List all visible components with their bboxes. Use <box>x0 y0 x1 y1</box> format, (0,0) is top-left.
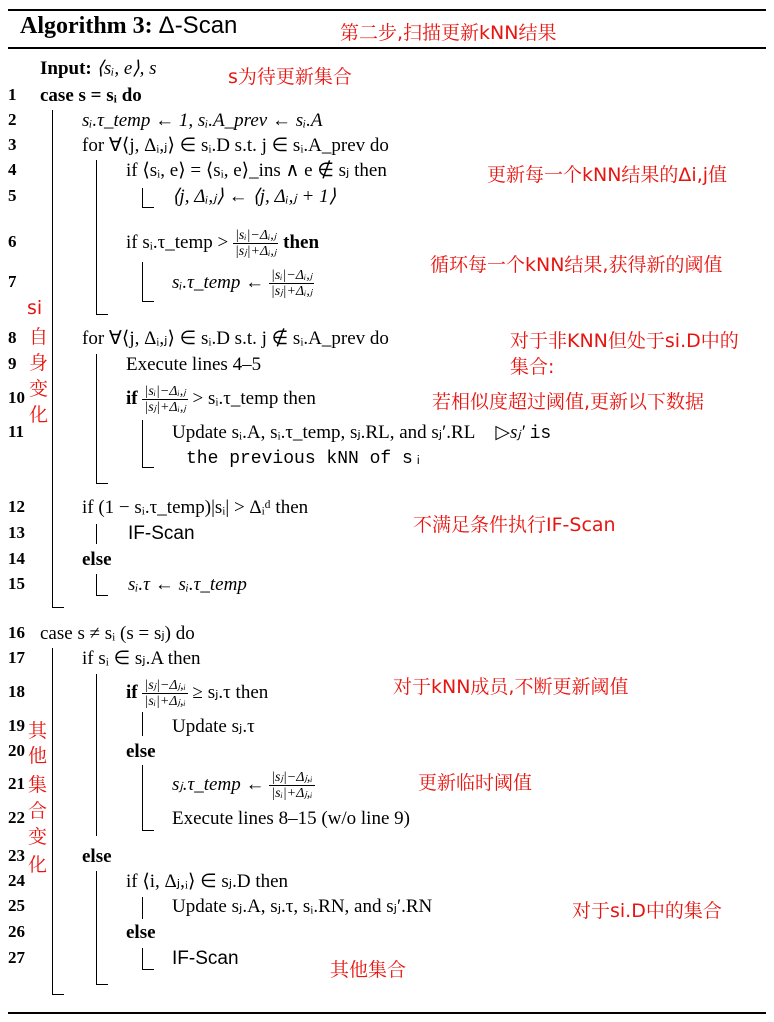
code-line-13: IF-Scan <box>128 523 195 544</box>
code-line-1: case s = sᵢ do <box>40 85 142 106</box>
block-end-if4 <box>142 207 154 208</box>
block-bar-case1 <box>52 110 53 608</box>
code-line-12: if (1 − sᵢ.τ_temp)|sᵢ| > Δᵢᵈ then <box>82 497 309 518</box>
annotation-line8a: 对于非KNN但处于si.D中的 <box>510 330 739 352</box>
line-number: 26 <box>8 922 25 941</box>
fraction-6-num: |sᵢ|−Δᵢ,ⱼ <box>233 228 278 244</box>
side-annotation-other-6: 化 <box>28 854 48 876</box>
block-end-for8 <box>96 483 108 484</box>
fraction-10-den: |sⱼ|+Δᵢ,ⱼ <box>144 400 186 415</box>
input-line <box>40 58 157 80</box>
line-number: 3 <box>8 135 17 154</box>
line-number: 22 <box>8 808 25 827</box>
line-10-if: if <box>126 387 138 409</box>
block-bar-for3 <box>96 160 97 315</box>
code-line-19: Update sⱼ.τ <box>172 716 255 737</box>
annotation-line10: 若相似度超过阈值,更新以下数据 <box>432 391 705 413</box>
fraction-21 <box>269 770 314 801</box>
code-line-8: for ∀⟨j, Δᵢ,ⱼ⟩ ∈ sᵢ.D s.t. j ∉ sᵢ.A_prev do <box>82 328 389 349</box>
line-number: 2 <box>8 110 17 129</box>
line-21-text: sⱼ.τ_temp ← <box>172 773 265 795</box>
fraction-10 <box>142 384 187 415</box>
line-18-if: if <box>126 681 138 703</box>
code-line-5: ⟨j, Δᵢ,ⱼ⟩ ← ⟨j, Δᵢ,ⱼ + 1⟩ <box>172 186 336 207</box>
code-line-15: sᵢ.τ ← sᵢ.τ_temp <box>128 574 247 595</box>
block-end-for3 <box>96 314 108 315</box>
side-annotation-self-5: 化 <box>29 404 49 426</box>
code-line-7 <box>172 268 314 299</box>
block-bar-if4 <box>142 188 143 208</box>
line-number: 13 <box>8 523 25 542</box>
code-line-9: Execute lines 4–5 <box>126 354 262 375</box>
code-line-4: if ⟨sᵢ, e⟩ = ⟨sᵢ, e⟩_ins ∧ e ∉ sⱼ then <box>126 160 387 181</box>
block-bar-if10 <box>142 420 143 468</box>
line-number: 18 <box>8 682 25 701</box>
side-annotation-other-2: 他 <box>28 745 48 767</box>
code-line-11-comment: the previous kNN of sᵢ <box>186 449 424 469</box>
line-18-text: ≥ sⱼ.τ then <box>192 681 269 703</box>
fraction-21-den: |sᵢ|+Δⱼ,ᵢ <box>271 786 313 801</box>
side-annotation-self-3: 身 <box>29 352 49 374</box>
block-end-else20 <box>142 830 154 831</box>
line-number: 17 <box>8 648 25 667</box>
line-10-text: > sᵢ.τ_temp then <box>192 387 316 409</box>
block-bar-if17 <box>96 674 97 836</box>
input-annotation: s为待更新集合 <box>228 66 352 88</box>
side-annotation-other-3: 集 <box>28 774 48 796</box>
code-line-2: sᵢ.τ_temp ← 1, sᵢ.A_prev ← sᵢ.A <box>82 110 323 131</box>
line-number: 16 <box>8 623 25 642</box>
code-line-25: Update sⱼ.A, sⱼ.τ, sᵢ.RN, and sⱼ′.RN <box>172 896 433 917</box>
line-number: 25 <box>8 896 25 915</box>
annotation-line21: 更新临时阈值 <box>418 772 533 794</box>
line-number: 24 <box>8 871 25 890</box>
bottom-rule <box>8 1012 766 1014</box>
block-end-if6 <box>142 301 154 302</box>
algorithm-name: Δ-Scan <box>158 12 238 39</box>
line-number: 12 <box>8 497 25 516</box>
annotation-line12: 不满足条件执行IF-Scan <box>413 514 616 536</box>
fraction-6-den: |sⱼ|+Δᵢ,ⱼ <box>234 244 277 259</box>
fraction-18-den: |sᵢ|+Δⱼ,ᵢ <box>144 694 186 709</box>
annotation-line8b: 集合: <box>510 356 555 378</box>
line-number: 11 <box>8 422 25 441</box>
fraction-10-num: |sᵢ|−Δᵢ,ⱼ <box>142 384 187 400</box>
code-line-27: IF-Scan <box>172 948 239 969</box>
block-bar-else26 <box>142 948 143 970</box>
code-line-26: else <box>126 922 156 943</box>
algorithm-label: Algorithm 3: <box>20 13 153 39</box>
line-number: 14 <box>8 549 25 568</box>
code-line-20: else <box>126 741 156 762</box>
block-bar-else14 <box>96 574 97 596</box>
line-number: 1 <box>8 85 17 104</box>
line-number: 6 <box>8 232 17 251</box>
code-line-17: if sᵢ ∈ sⱼ.A then <box>82 648 201 669</box>
code-line-6 <box>126 228 319 259</box>
annotation-line27: 其他集合 <box>330 959 407 981</box>
side-annotation-other-5: 变 <box>28 826 48 848</box>
side-annotation-self-2: 自 <box>29 326 49 348</box>
code-line-23: else <box>82 846 112 867</box>
block-end-case16 <box>52 994 64 995</box>
annotation-line6: 循环每一个kNN结果,获得新的阈值 <box>430 254 723 276</box>
block-bar-if24 <box>142 897 143 919</box>
top-rule <box>8 9 766 11</box>
code-line-3: for ∀⟨j, Δᵢ,ⱼ⟩ ∈ sᵢ.D s.t. j ∈ sᵢ.A_prev do <box>82 135 389 156</box>
code-line-24: if ⟨i, Δⱼ,ᵢ⟩ ∈ sⱼ.D then <box>126 871 289 892</box>
line-number: 7 <box>8 272 17 291</box>
line-number: 15 <box>8 574 25 593</box>
side-annotation-other-4: 合 <box>28 800 48 822</box>
comment-triangle: ▷ <box>495 422 510 443</box>
fraction-21-num: |sⱼ|−Δⱼ,ᵢ <box>271 770 313 785</box>
annotation-line18: 对于kNN成员,不断更新阈值 <box>393 676 629 698</box>
block-end-case1 <box>52 607 64 608</box>
header-rule <box>8 47 766 49</box>
comment-is: is <box>529 424 552 444</box>
line-number: 21 <box>8 774 25 793</box>
block-bar-for8 <box>96 354 97 484</box>
block-bar-else20 <box>142 765 143 831</box>
fraction-6 <box>233 228 278 259</box>
fraction-18-num: |sⱼ|−Δⱼ,ᵢ <box>144 678 186 693</box>
fraction-7-den: |sⱼ|+Δᵢ,ⱼ <box>270 284 313 299</box>
line-6-then: then <box>283 231 320 253</box>
code-line-14: else <box>82 549 112 570</box>
line-11-text: Update sᵢ.A, sᵢ.τ_temp, sⱼ.RL, and sⱼ′.RL <box>172 422 475 443</box>
code-line-22: Execute lines 8–15 (w/o line 9) <box>172 808 410 829</box>
annotation-line4: 更新每一个kNN结果的Δi,j值 <box>487 164 728 186</box>
code-line-21 <box>172 770 315 801</box>
fraction-7 <box>269 268 314 299</box>
side-annotation-self-4: 变 <box>29 378 49 400</box>
block-bar-else23 <box>96 871 97 985</box>
line-6-text: if sᵢ.τ_temp > <box>126 231 229 253</box>
block-bar-case16 <box>52 648 53 995</box>
algorithm-title <box>20 12 237 40</box>
fraction-7-num: |sᵢ|−Δᵢ,ⱼ <box>269 268 314 284</box>
block-end-else23 <box>96 984 108 985</box>
block-end-else14 <box>96 595 108 596</box>
fraction-18 <box>142 678 187 709</box>
line-number: 8 <box>8 328 17 347</box>
block-end-else26 <box>142 969 154 970</box>
line-number: 4 <box>8 160 17 179</box>
block-bar-if6 <box>142 262 143 302</box>
line-number: 20 <box>8 741 25 760</box>
input-label: Input: <box>40 58 92 79</box>
annotation-line25: 对于si.D中的集合 <box>572 900 722 922</box>
line-number: 10 <box>8 388 25 407</box>
code-line-18 <box>126 678 268 709</box>
code-line-16: case s ≠ sᵢ (s = sⱼ) do <box>40 623 195 644</box>
block-bar-if18 <box>142 712 143 736</box>
side-annotation-other-1: 其 <box>28 720 48 742</box>
code-line-10 <box>126 384 316 415</box>
block-end-if10 <box>142 467 154 468</box>
comment-var: sⱼ′ <box>509 422 525 443</box>
line-number: 23 <box>8 846 25 865</box>
code-line-11 <box>172 422 551 445</box>
line-7-text: sᵢ.τ_temp ← <box>172 271 265 293</box>
side-annotation-self-1: si <box>27 297 43 319</box>
title-annotation: 第二步,扫描更新kNN结果 <box>340 22 557 44</box>
line-number: 5 <box>8 186 17 205</box>
line-number: 9 <box>8 354 17 373</box>
line-number: 19 <box>8 716 25 735</box>
input-value: ⟨sᵢ, e⟩, s <box>96 58 157 79</box>
line-number: 27 <box>8 948 25 967</box>
block-bar-if12 <box>96 524 97 544</box>
